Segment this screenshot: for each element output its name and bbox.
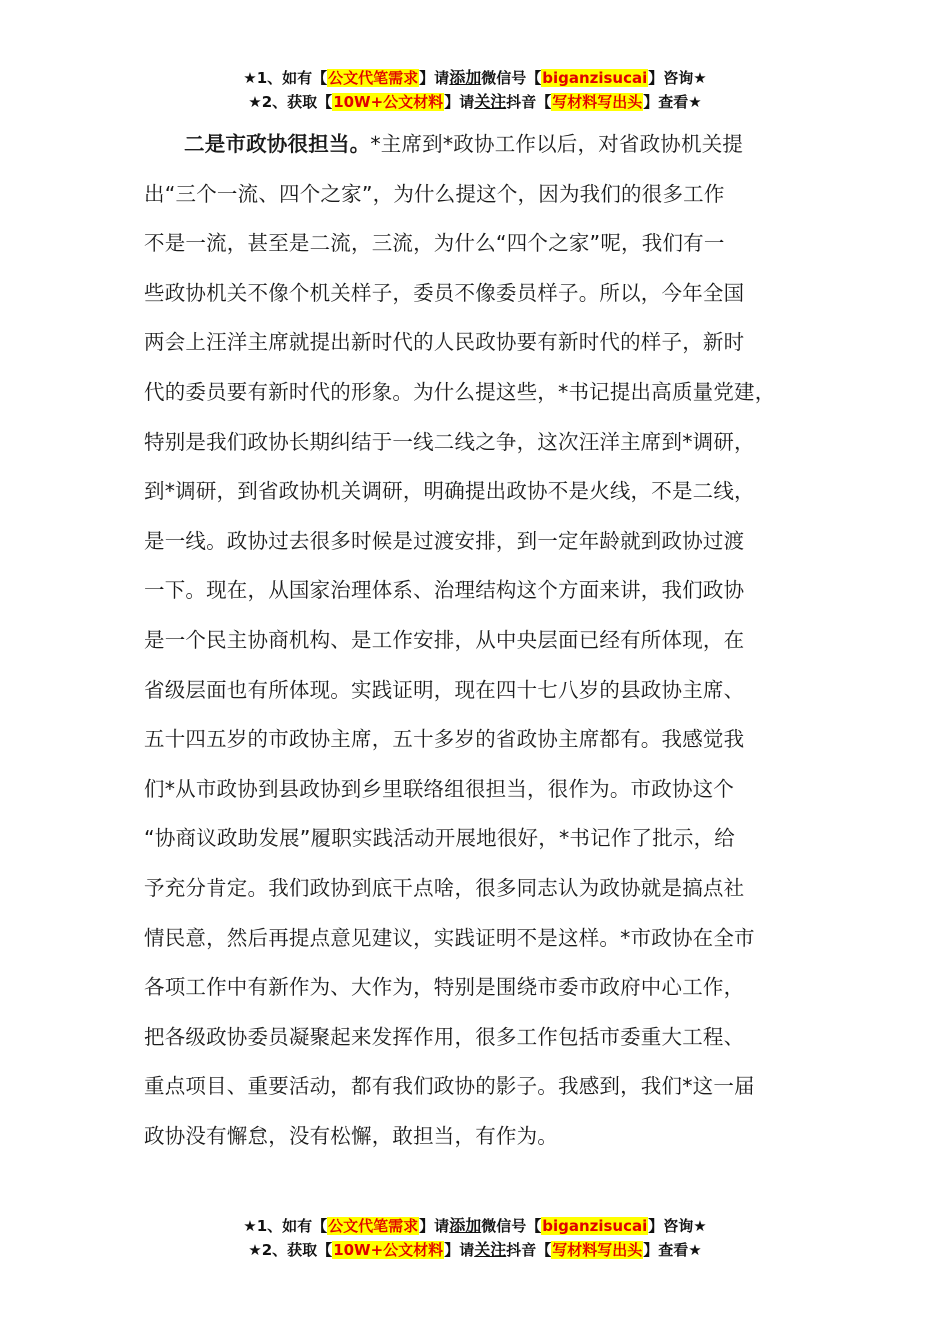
paragraph-line: 到*调研，到省政协机关调研，明确提出政协不是火线，不是二线， <box>144 479 755 504</box>
paragraph-line: 一下。现在，从国家治理体系、治理结构这个方面来讲，我们政协 <box>144 578 745 603</box>
paragraph-line: 不是一流，甚至是二流，三流，为什么“四个之家”呢，我们有一 <box>144 231 725 256</box>
paragraph-line: 些政协机关不像个机关样子，委员不像委员样子。所以，今年全国 <box>144 280 745 305</box>
highlight-douyin-account: 写材料写出头 <box>552 93 643 111</box>
banner-text: ★2、获取【 <box>248 1241 333 1259</box>
paragraph-line: 两会上汪洋主席就提出新时代的人民政协要有新时代的样子，新时 <box>144 330 745 355</box>
banner-text: 】咨询★ <box>648 1217 707 1235</box>
header-banner <box>0 66 950 114</box>
banner-text: 微信号【 <box>481 69 542 87</box>
banner-text: 抖音【 <box>506 93 552 111</box>
highlight-writing-service: 公文代笔需求 <box>328 69 419 87</box>
paragraph-line: 是一个民主协商机构、是工作安排，从中央层面已经有所体现，在 <box>144 627 745 652</box>
paragraph-line: 出“三个一流、四个之家”，为什么提这个，因为我们的很多工作 <box>144 181 725 206</box>
paragraph-lead: 二是市政协很担当。 <box>184 132 371 156</box>
paragraph-line: 重点项目、重要活动，都有我们政协的影子。我感到，我们*这一届 <box>144 1074 755 1099</box>
banner-line-1 <box>0 66 950 90</box>
banner-text: ★1、如有【 <box>243 1217 328 1235</box>
paragraph-line: 代的委员要有新时代的形象。为什么提这些，*书记提出高质量党建， <box>144 379 776 404</box>
banner-text: ★1、如有【 <box>243 69 328 87</box>
highlight-materials: 10W+公文材料 <box>333 93 444 111</box>
paragraph-line: 省级层面也有所体现。实践证明，现在四十七八岁的县政协主席、 <box>144 677 745 702</box>
banner-text: 】请 <box>444 93 475 111</box>
paragraph-line: “协商议政助发展”履职实践活动开展地很好，*书记作了批示，给 <box>144 826 735 851</box>
highlight-wechat-id: biganzisucai <box>542 1217 648 1235</box>
banner-line-1 <box>0 1214 950 1238</box>
paragraph-line: 是一线。政协过去很多时候是过渡安排，到一定年龄就到政协过渡 <box>144 528 745 553</box>
paragraph-line: 们*从市政协到县政协到乡里联络组很担当，很作为。市政协这个 <box>144 776 735 801</box>
emphasis-follow: 关注 <box>474 92 507 111</box>
paragraph-line: 特别是我们政协长期纠结于一线二线之争，这次汪洋主席到*调研， <box>144 429 755 454</box>
emphasis-add: 添加 <box>449 68 482 87</box>
paragraph-line: 予充分肯定。我们政协到底干点啥，很多同志认为政协就是搞点社 <box>144 875 745 900</box>
emphasis-add: 添加 <box>449 1216 482 1235</box>
banner-text: 微信号【 <box>481 1217 542 1235</box>
paragraph-line: 五十四五岁的市政协主席，五十多岁的省政协主席都有。我感觉我 <box>144 727 745 752</box>
paragraph-line: 政协没有懈怠，没有松懈，敢担当，有作为。 <box>144 1123 558 1148</box>
banner-line-2 <box>0 1238 950 1262</box>
banner-text: 】请 <box>444 1241 475 1259</box>
paragraph-text: *主席到*政协工作以后，对省政协机关提 <box>370 132 744 156</box>
footer-banner <box>0 1214 950 1262</box>
highlight-douyin-account: 写材料写出头 <box>552 1241 643 1259</box>
paragraph-line: 各项工作中有新作为、大作为，特别是围绕市委市政府中心工作， <box>144 975 745 1000</box>
banner-text: 】请 <box>419 1217 450 1235</box>
paragraph-line: 情民意，然后再提点意见建议，实践证明不是这样。*市政协在全市 <box>144 925 755 950</box>
emphasis-follow: 关注 <box>474 1240 507 1259</box>
banner-text: 抖音【 <box>506 1241 552 1259</box>
highlight-wechat-id: biganzisucai <box>542 69 648 87</box>
paragraph-line <box>144 120 824 170</box>
highlight-writing-service: 公文代笔需求 <box>328 1217 419 1235</box>
banner-line-2 <box>0 90 950 114</box>
banner-text: 】查看★ <box>643 93 702 111</box>
paragraph-line: 把各级政协委员凝聚起来发挥作用，很多工作包括市委重大工程、 <box>144 1024 745 1049</box>
banner-text: 】查看★ <box>643 1241 702 1259</box>
banner-text: 】请 <box>419 69 450 87</box>
highlight-materials: 10W+公文材料 <box>333 1241 444 1259</box>
banner-text: ★2、获取【 <box>248 93 333 111</box>
document-body <box>144 120 824 1161</box>
banner-text: 】咨询★ <box>648 69 707 87</box>
